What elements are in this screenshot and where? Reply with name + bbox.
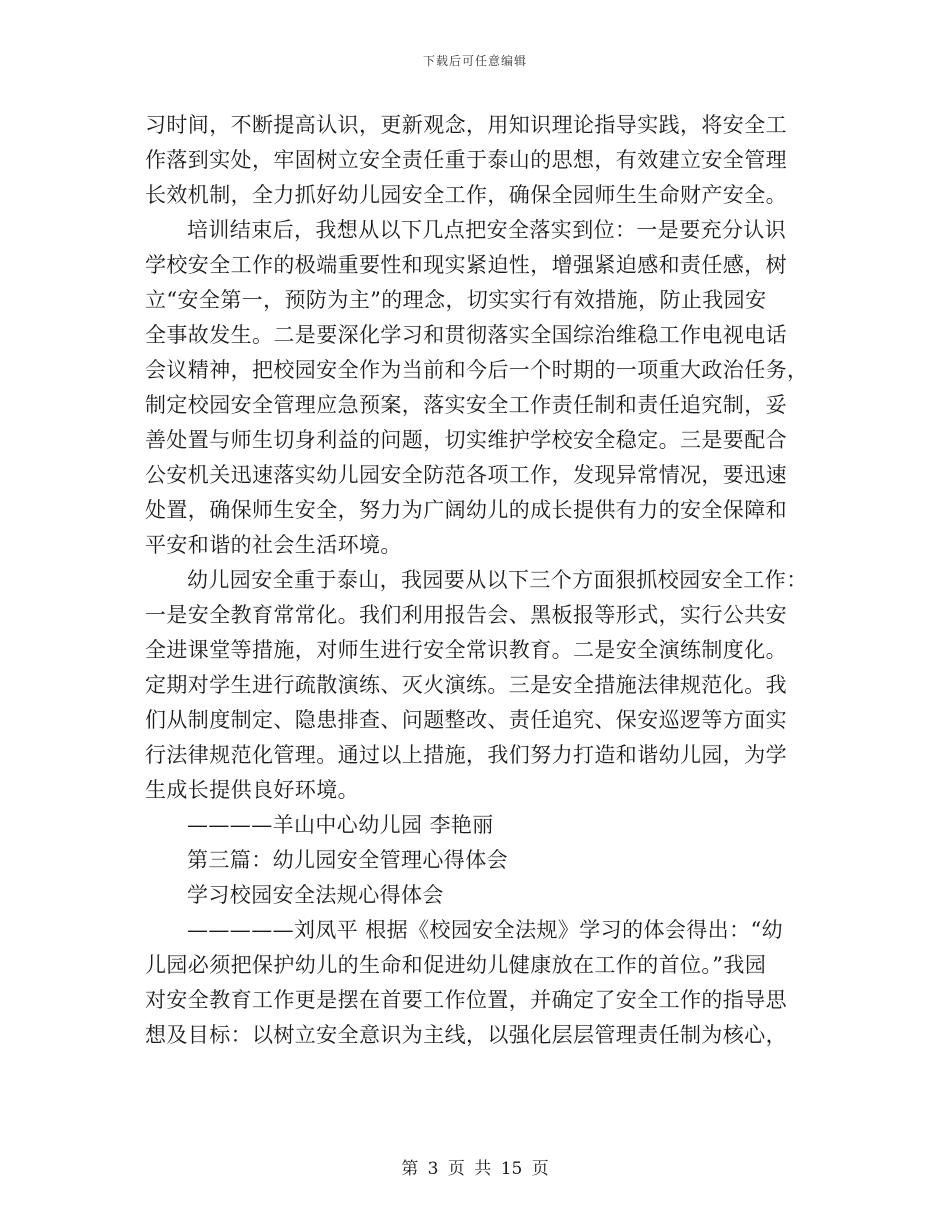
text-line: 会议精神，把校园安全作为当前和今后一个时期的一项重大政治任务， (145, 358, 809, 382)
text-line: 培训结束后，我想从以下几点把安全落实到位：一是要充分认识 (187, 218, 787, 242)
text-line: 作落到实处，牢固树立安全责任重于泰山的思想，有效建立安全管理 (145, 148, 787, 172)
text-line: 处置，确保师生安全，努力为广阔幼儿的成长提供有力的安全保障和 (145, 498, 787, 522)
text-line: 对安全教育工作更是摆在首要工作位置，并确定了安全工作的指导思 (145, 988, 787, 1012)
document-body (145, 108, 810, 1053)
text-line: 长效机制，全力抓好幼儿园安全工作，确保全园师生生命财产安全。 (145, 183, 787, 207)
text-line: 立“安全第一，预防为主”的理念，切实实行有效措施，防止我园安 (145, 288, 767, 312)
text-line: 学习校园安全法规心得体会 (187, 883, 444, 907)
text-line: 儿园必须把保护幼儿的生命和促进幼儿健康放在工作的首位。”我园 (145, 953, 767, 977)
text-line: 行法律规范化管理。通过以上措施，我们努力打造和谐幼儿园，为学 (145, 743, 787, 767)
page-header-note: 下载后可任意编辑 (422, 54, 527, 68)
text-line: —————刘凤平 根据《校园安全法规》学习的体会得出：“幼 (187, 918, 784, 942)
text-line: 一是安全教育常常化。我们利用报告会、黑板报等形式，实行公共安 (145, 603, 787, 627)
text-line: 平安和谐的社会生活环境。 (145, 533, 402, 557)
text-line: 全事故发生。二是要深化学习和贯彻落实全国综治维稳工作电视电话 (145, 323, 787, 347)
text-line: 生成长提供良好环境。 (145, 778, 359, 802)
text-line: ————羊山中心幼儿园 李艳丽 (187, 813, 494, 837)
text-line: 第三篇：幼儿园安全管理心得体会 (187, 848, 508, 872)
text-line: 们从制度制定、隐患排查、问题整改、责任追究、保安巡逻等方面实 (145, 708, 787, 732)
text-line: 学校安全工作的极端重要性和现实紧迫性，增强紧迫感和责任感，树 (145, 253, 787, 277)
page-number-footer: 第 3 页 共 15 页 (401, 1159, 549, 1179)
text-line: 幼儿园安全重于泰山，我园要从以下三个方面狠抓校园安全工作： (187, 568, 808, 592)
text-line: 想及目标：以树立安全意识为主线，以强化层层管理责任制为核心， (145, 1023, 787, 1047)
text-line: 习时间，不断提高认识，更新观念，用知识理论指导实践，将安全工 (145, 113, 787, 137)
text-line: 善处置与师生切身利益的问题，切实维护学校安全稳定。三是要配合 (145, 428, 787, 452)
text-line: 公安机关迅速落实幼儿园安全防范各项工作，发现异常情况，要迅速 (145, 463, 787, 487)
text-line: 制定校园安全管理应急预案，落实安全工作责任制和责任追究制，妥 (145, 393, 787, 417)
text-line: 全进课堂等措施，对师生进行安全常识教育。二是安全演练制度化。 (145, 638, 787, 662)
text-line: 定期对学生进行疏散演练、灭火演练。三是安全措施法律规范化。我 (145, 673, 787, 697)
